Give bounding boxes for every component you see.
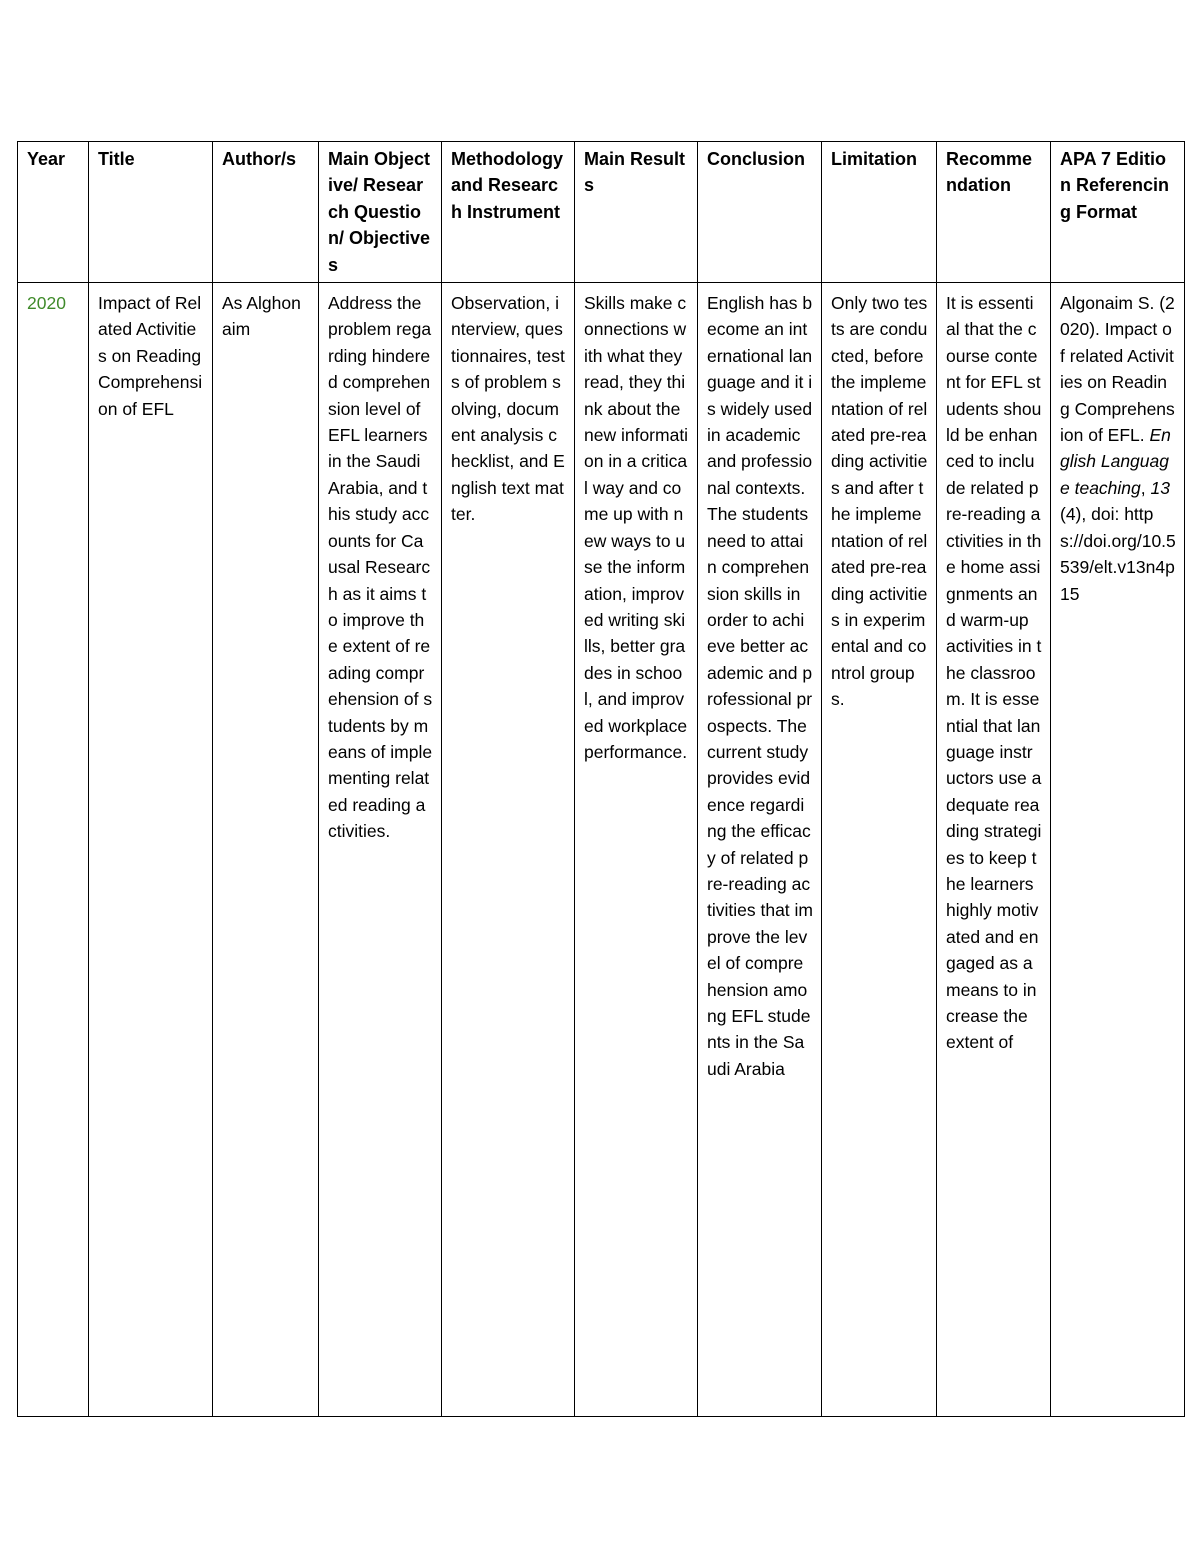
header-methodology: Methodology and Research Instrument (442, 142, 575, 283)
table-row (18, 283, 1185, 1417)
cell-title: Impact of Related Activities on Reading Comprehension of EFL (89, 283, 213, 1417)
literature-review-table (17, 141, 1185, 1417)
apa-issue-doi: (4), doi: https://doi.org/10.5539/elt.v13n4p15 (1060, 504, 1176, 604)
cell-year: 2020 (18, 283, 89, 1417)
header-objective: Main Objective/ Research Question/ Objectives (319, 142, 442, 283)
header-title: Title (89, 142, 213, 283)
cell-objective: Address the problem regarding hindered comprehension level of EFL learners in the Saudi Arabia, and this study accounts for Causal Research as it aims to improve the extent of reading comprehension of students by means of implementing related reading activities. (319, 283, 442, 1417)
header-authors: Author/s (213, 142, 319, 283)
apa-citation-text: Algonaim S. (2020). Impact of related Activities on Reading Comprehension of EFL. (1060, 293, 1175, 446)
header-recommendation: Recommendation (937, 142, 1051, 283)
cell-results: Skills make connections with what they read, they think about the new information in a critical way and come up with new ways to use the information, improved writing skills, better grades in school, and improved workplace performance. (575, 283, 698, 1417)
apa-journal-name: English Language teaching (1060, 425, 1171, 498)
header-apa-format: APA 7 Edition Referencing Format (1051, 142, 1185, 283)
header-limitation: Limitation (822, 142, 937, 283)
cell-limitation: Only two tests are conducted, before the implementation of related pre-reading activities and after the implementation of related pre-reading activities in experimental and control groups. (822, 283, 937, 1417)
apa-separator: , (1140, 477, 1151, 498)
header-row (18, 142, 1185, 283)
cell-authors: As Alghonaim (213, 283, 319, 1417)
cell-recommendation: It is essential that the course content for EFL students should be enhanced to include related pre-reading activities in the home assignments and warm-up activities in the classroom. It is essential that language instructors use adequate reading strategies to keep the learners highly motivated and engaged as a means to increase the extent of (937, 283, 1051, 1417)
cell-apa-reference (1051, 283, 1185, 1417)
cell-methodology: Observation, interview, questionnaires, tests of problem solving, document analysis checklist, and English text matter. (442, 283, 575, 1417)
header-results: Main Results (575, 142, 698, 283)
header-year: Year (18, 142, 89, 283)
apa-volume: 13 (1150, 477, 1170, 498)
header-conclusion: Conclusion (698, 142, 822, 283)
cell-conclusion: English has become an international language and it is widely used in academic and professional contexts. The students need to attain comprehension skills in order to achieve better academic and professional prospects. The current study provides evidence regarding the efficacy of related pre-reading activities that improve the level of comprehension among EFL students in the Saudi Arabia (698, 283, 822, 1417)
